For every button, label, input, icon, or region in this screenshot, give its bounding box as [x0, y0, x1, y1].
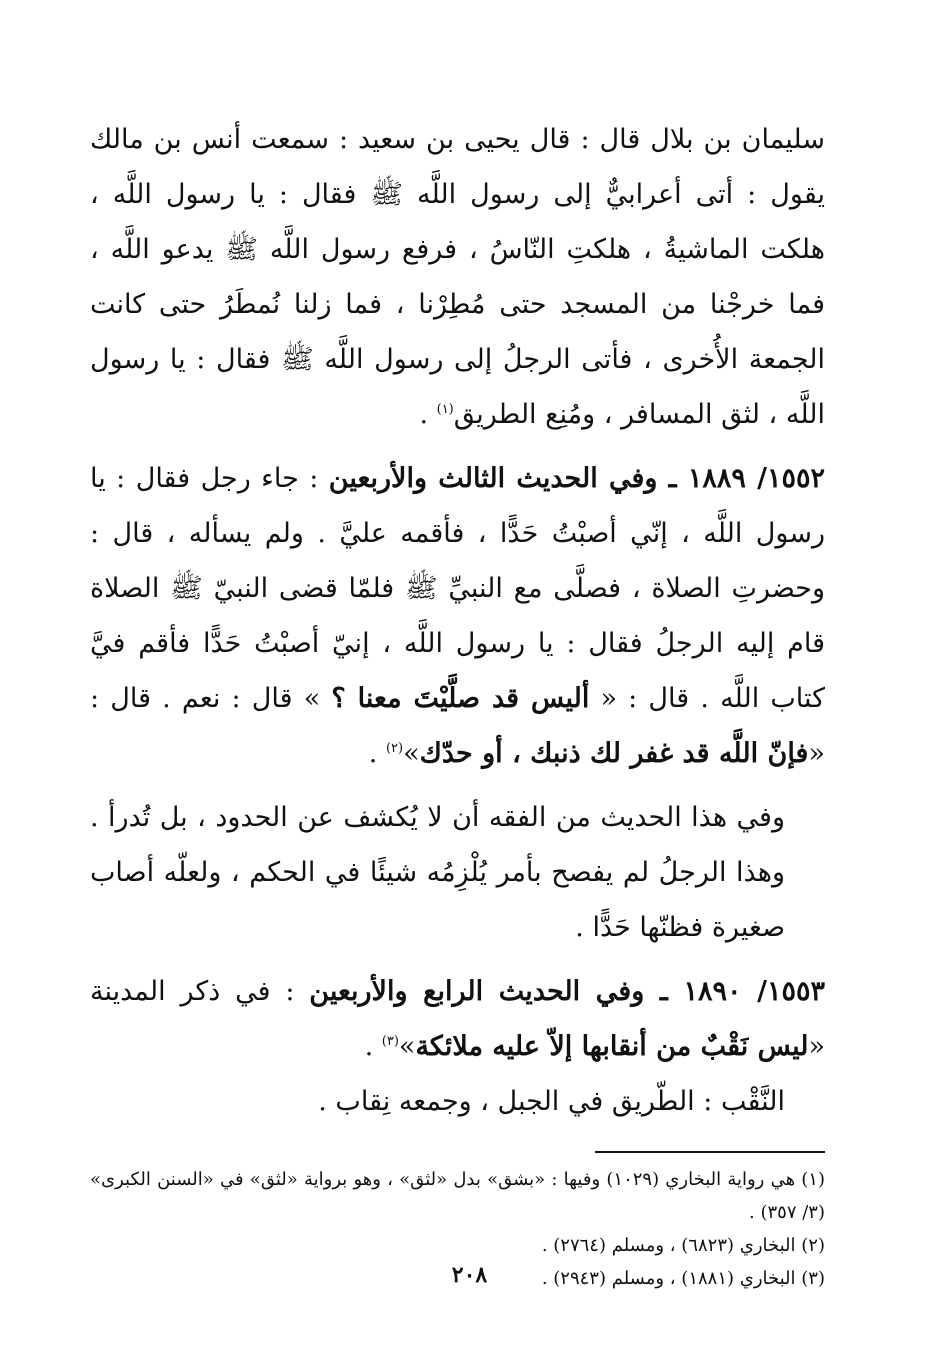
prophet-quote-2: فإنّ اللَّه قد غفر لك ذنبك ، أو حدّك [419, 738, 809, 769]
sentence-end: . [419, 399, 437, 430]
hadith-1552-heading: ١٥٥٢/ ١٨٨٩ ـ وفي الحديث الثالث والأربعين [328, 463, 825, 494]
commentary-paragraph [90, 790, 825, 955]
sentence-end: . [364, 1031, 382, 1062]
sentence-end: . [368, 738, 386, 769]
hadith-1553-paragraph [90, 964, 825, 1074]
hadith-1553-heading: ١٥٥٣/ ١٨٩٠ ـ وفي الحديث الرابع والأربعين [309, 976, 825, 1007]
paragraph-text: : في ذكر المدينة « [90, 976, 825, 1062]
prophet-quote-1: أليس قد صلَّيْتَ معنا ؟ [331, 683, 590, 714]
page-body [90, 112, 825, 1302]
hadith-1552-paragraph [90, 451, 825, 781]
paragraph-text: » [398, 1031, 416, 1062]
paragraph-text: وفي هذا الحديث من الفقه أن لا يُكشف عن الحدود ، بل تُدرأ . وهذا الرجلُ لم يفصح بأمر يُلْزِمُه شيئًا في الحكم ، ولعلّه أصاب صغيرة فظنّها حَدًّا . [90, 802, 785, 943]
footnote-ref-2[interactable]: (٢) [385, 741, 404, 756]
hadith-continuation-paragraph [90, 112, 825, 442]
definition-paragraph [90, 1074, 825, 1129]
paragraph-text: » [403, 738, 420, 769]
paragraph-text: : جاء رجل فقال : يا رسول اللَّه ، إنّي أصبْتُ حَدًّا ، فأقمه عليَّ . ولم يسأله ، قال : وحضرتِ الصلاة ، فصلَّى مع النبيِّ ﷺ فلمّا قضى النبيّ ﷺ الصلاة قام إليه الرجلُ فقال : يا رسول اللَّه ، إنيّ أصبْتُ حَدًّا فأقم فيَّ كتاب اللَّه . قال : « [90, 463, 826, 714]
paragraph-text: » قال : نعم . قال : « [90, 683, 825, 769]
prophet-quote-3: ليس نَقْبٌ من أنقابها إلاّ عليه ملائكة [415, 1031, 809, 1062]
footnote-2: (٢) البخاري (٦٨٢٣) ، ومسلم (٢٧٦٤) . [541, 1235, 825, 1256]
footnote-ref-3[interactable]: (٣) [381, 1034, 399, 1049]
paragraph-text: النَّقْب : الطّريق في الجبل ، وجمعه نِقاب . [318, 1086, 785, 1117]
footnote-1: (١) هي رواية البخاري (١٠٢٩) وفيها : «بشق» بدل «لثق» ، وهو برواية «لثق» في «السنن الكبرى» (٣/ ٣٥٧) . [90, 1169, 825, 1223]
footnote-separator [595, 1151, 825, 1153]
footnote-3: (٣) البخاري (١٨٨١) ، ومسلم (٢٩٤٣) . [541, 1268, 825, 1289]
footnote-ref-1[interactable]: (١) [436, 402, 454, 417]
paragraph-text: سليمان بن بلال قال : قال يحيى بن سعيد : سمعت أنس بن مالك يقول : أتى أعرابيٌّ إلى رسول اللَّه ﷺ فقال : يا رسول اللَّه ، هلكت الماشيةُ ، هلكتِ النّاسُ ، فرفع رسول اللَّه ﷺ يدعو اللَّه ، فما خرجْنا من المسجد حتى مُطِرْنا ، فما زلنا نُمطَرُ حتى كانت الجمعة الأُخرى ، فأتى الرجلُ إلى رسول اللَّه ﷺ فقال : يا رسول اللَّه ، لثق المسافر ، ومُنِع الطريق [90, 124, 825, 430]
page-number: ٢٠٨ [451, 1262, 488, 1288]
